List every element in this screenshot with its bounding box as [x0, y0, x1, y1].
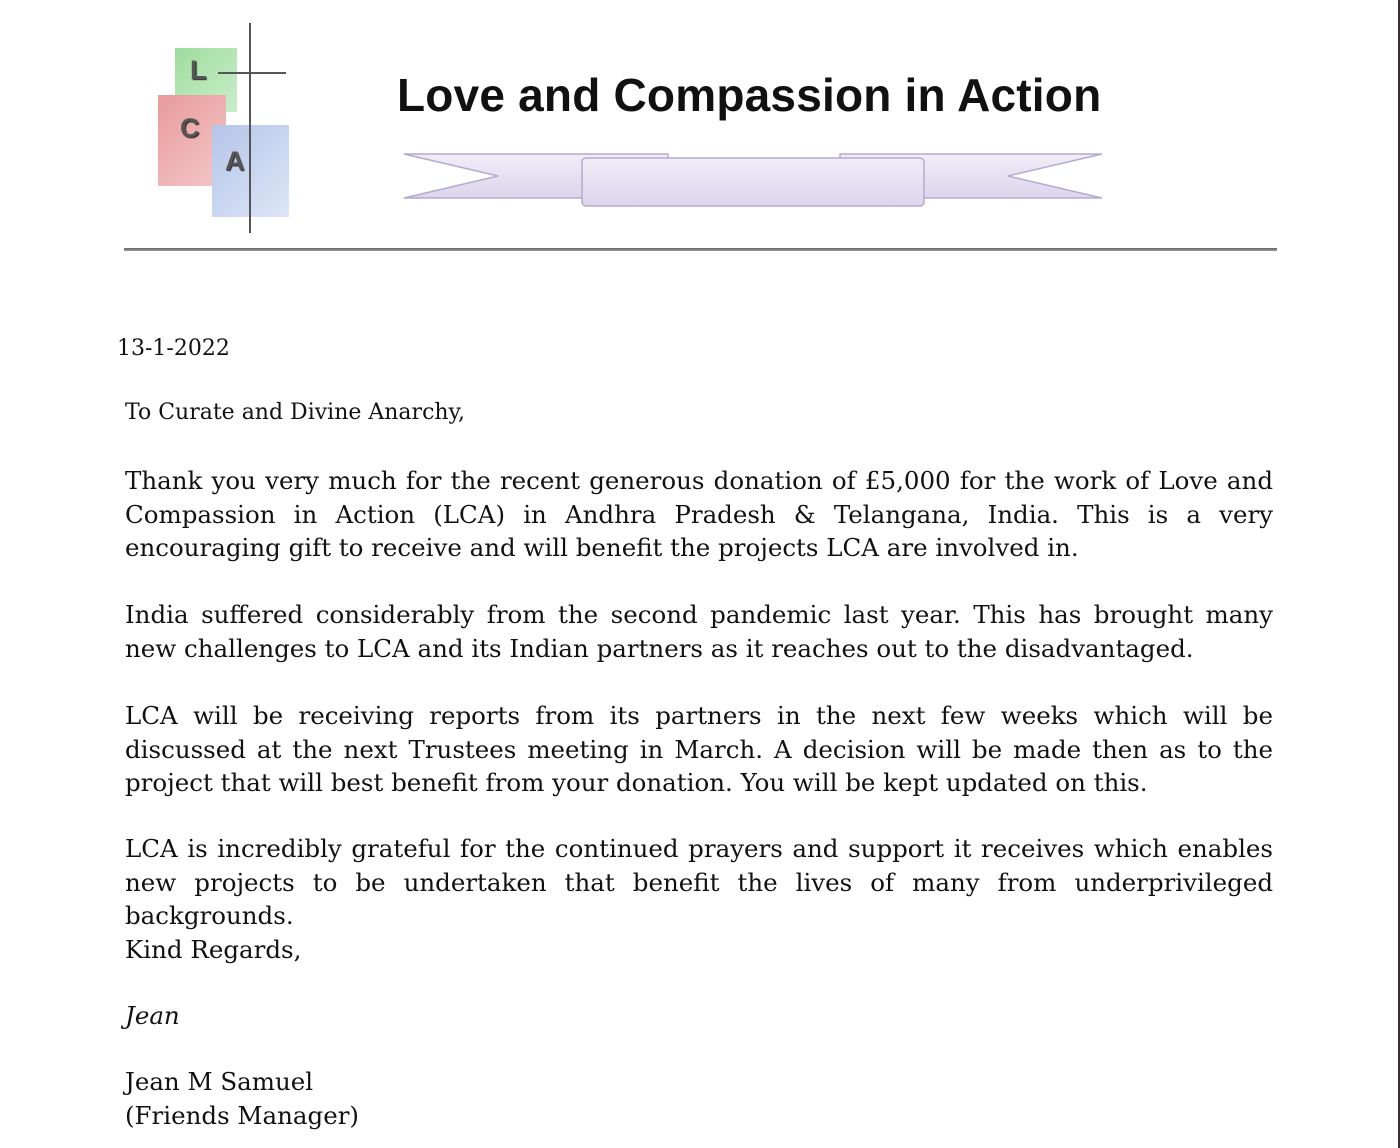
letter-date: 13-1-2022 — [117, 336, 230, 361]
organization-title: Love and Compassion in Action — [397, 69, 1102, 121]
ribbon-banner — [400, 148, 1110, 210]
body-paragraph-1: Thank you very much for the recent generous donation of £5,000 for the work of Love and Compassion in Action (LCA) in Andhra Pradesh & Telangana, India. This is a very encouraging gift to receive and will benefit the projects LCA are involved in. — [125, 466, 1273, 562]
header-divider — [124, 248, 1277, 251]
signer-name: Jean M Samuel — [125, 1067, 314, 1096]
body-paragraph-4: LCA is incredibly grateful for the continued prayers and support it receives which enables new projects to be undertaken that benefit the lives of many from underprivileged backgrounds. — [125, 834, 1273, 930]
closing: Kind Regards, — [125, 935, 302, 964]
salutation: To Curate and Divine Anarchy, — [125, 400, 466, 425]
ribbon-center — [582, 158, 924, 206]
lca-logo — [150, 18, 295, 238]
logo-horizontal-line — [218, 72, 286, 74]
logo-letter-a: A — [225, 146, 245, 176]
signature: Jean — [125, 1001, 180, 1030]
signer-role: (Friends Manager) — [125, 1101, 359, 1130]
logo-letter-c: C — [180, 113, 200, 143]
body-paragraph-2: India suffered considerably from the second pandemic last year. This has brought many new challenges to LCA and its Indian partners as it reaches out to the disadvantaged. — [125, 600, 1273, 663]
logo-letter-l: L — [190, 55, 207, 85]
body-paragraph-3: LCA will be receiving reports from its partners in the next few weeks which will be discussed at the next Trustees meeting in March. A decision will be made then as to the project that will best benefit from your donation. You will be kept updated on this. — [125, 701, 1273, 797]
logo-vertical-line — [249, 23, 251, 233]
